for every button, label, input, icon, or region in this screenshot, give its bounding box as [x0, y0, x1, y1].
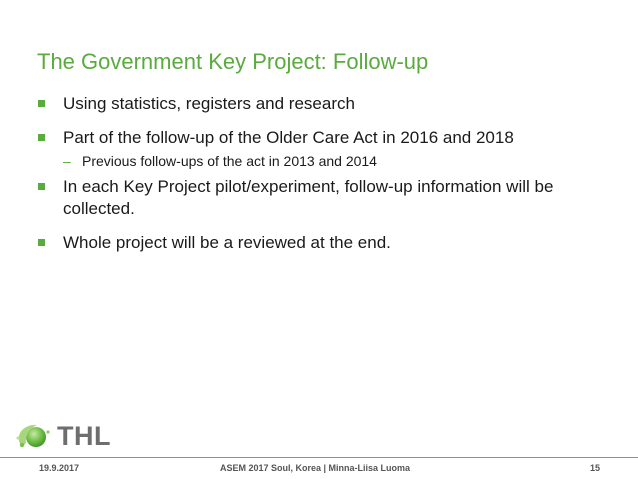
bullet-text: Whole project will be a reviewed at the end. — [63, 233, 391, 252]
bullet-list — [37, 93, 607, 254]
footer-date: 19.9.2017 — [39, 463, 80, 473]
square-bullet-icon — [38, 100, 45, 107]
bullet-text: Using statistics, registers and research — [63, 94, 355, 113]
thl-globe-icon — [13, 419, 53, 455]
sub-bullet-dash: – — [63, 153, 71, 169]
bullet-item — [37, 176, 607, 220]
sub-bullet-text: Previous follow-ups of the act in 2013 and 2014 — [82, 153, 377, 169]
square-bullet-icon — [38, 239, 45, 246]
bullet-text: In each Key Project pilot/experiment, follow-up information will be collected. — [63, 177, 554, 218]
sub-bullet-item — [37, 152, 607, 170]
footer-divider — [0, 457, 638, 458]
square-bullet-icon — [38, 134, 45, 141]
bullet-item — [37, 232, 607, 254]
bullet-item — [37, 127, 607, 149]
slide-title: The Government Key Project: Follow-up — [37, 49, 429, 74]
bullet-text: Part of the follow-up of the Older Care Act in 2016 and 2018 — [63, 128, 514, 147]
square-bullet-icon — [38, 183, 45, 190]
thl-logo — [13, 419, 113, 455]
footer-event: ASEM 2017 Soul, Korea | Minna-Liisa Luoma — [220, 463, 411, 473]
page-number: 15 — [589, 463, 600, 473]
logo-text: THL — [57, 421, 111, 451]
bullet-item — [37, 93, 607, 115]
